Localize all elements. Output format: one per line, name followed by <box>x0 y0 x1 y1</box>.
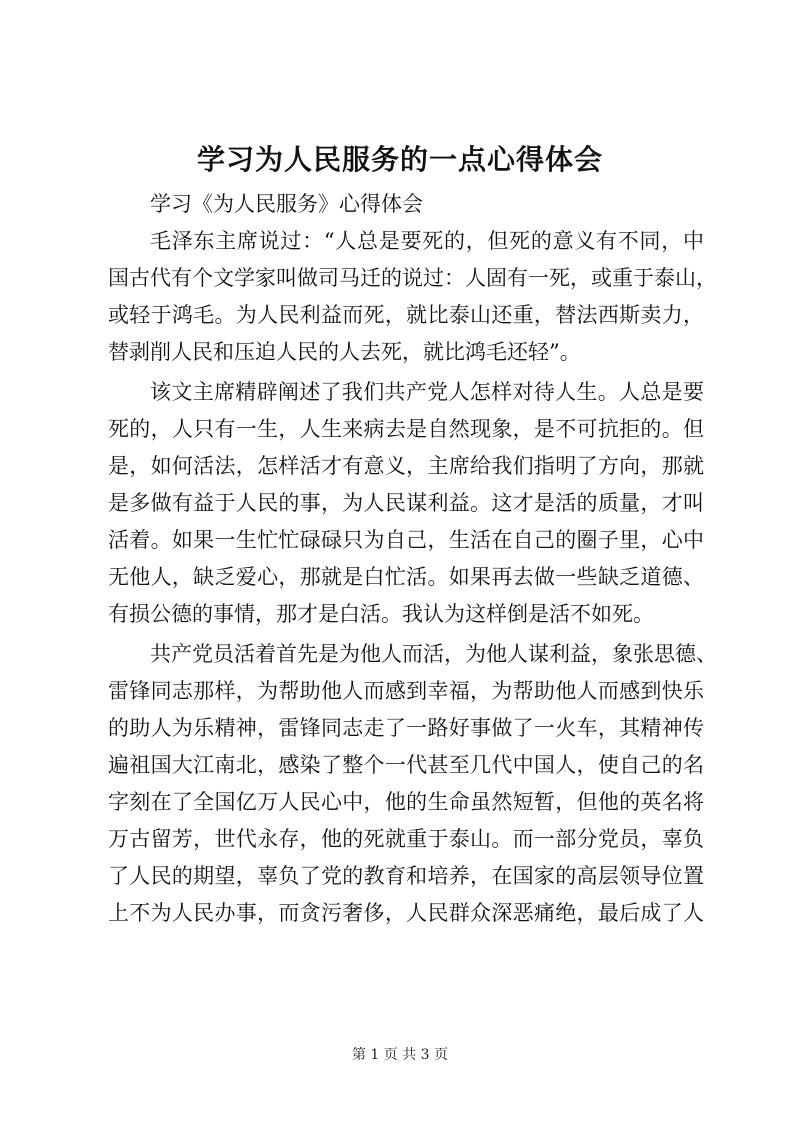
text-line: 字刻在了全国亿万人民心中，他的生命虽然短暂，但他的英名将 <box>108 790 704 814</box>
text-line: 学习《为人民服务》心得体会 <box>150 192 423 216</box>
page-footer: 第 1 页 共 3 页 <box>351 1047 449 1063</box>
document-body <box>108 186 717 932</box>
text-line: 有损公德的事情，那才是白活。我认为这样倒是活不如死。 <box>108 602 654 626</box>
text-line: 遍祖国大江南北，感染了整个一代甚至几代中国人，使自己的名 <box>108 753 704 777</box>
text-line: 万古留芳，世代永存，他的死就重于泰山。而一部分党员，辜负 <box>108 827 704 851</box>
text-line: 是多做有益于人民的事，为人民谋利益。这才是活的质量，才叫 <box>108 491 704 515</box>
text-line: 是，如何活法，怎样活才有意义，主席给我们指明了方向，那就 <box>108 454 704 478</box>
text-line: 死的，人只有一生，人生来病去是自然现象，是不可抗拒的。但 <box>108 417 704 441</box>
text-line: 替剥削人民和压迫人民的人去死，就比鸿毛还轻”。 <box>108 340 581 364</box>
text-line: 毛泽东主席说过：“人总是要死的，但死的意义有不同，中 <box>150 229 704 253</box>
document-title: 学习为人民服务的一点心得体会 <box>196 143 603 176</box>
text-line: 共产党员活着首先是为他人而活，为他人谋利益，象张思德、 <box>150 642 717 666</box>
text-line: 的助人为乐精神，雷锋同志走了一路好事做了一火车，其精神传 <box>108 716 704 740</box>
text-line: 活着。如果一生忙忙碌碌只为自己，生活在自己的圈子里，心中 <box>108 528 704 552</box>
text-line: 无他人，缺乏爱心，那就是白忙活。如果再去做一些缺乏道德、 <box>108 565 704 589</box>
text-line: 国古代有个文学家叫做司马迁的说过：人固有一死，或重于泰山， <box>108 266 717 290</box>
text-line: 该文主席精辟阐述了我们共产党人怎样对待人生。人总是要 <box>150 380 704 404</box>
text-line: 了人民的期望，辜负了党的教育和培养，在国家的高层领导位置 <box>108 864 704 888</box>
text-line: 上不为人民办事，而贪污奢侈，人民群众深恶痛绝，最后成了人 <box>108 901 704 925</box>
text-line: 或轻于鸿毛。为人民利益而死，就比泰山还重，替法西斯卖力， <box>108 303 704 327</box>
text-line: 雷锋同志那样，为帮助他人而感到幸福，为帮助他人而感到快乐 <box>108 679 704 703</box>
